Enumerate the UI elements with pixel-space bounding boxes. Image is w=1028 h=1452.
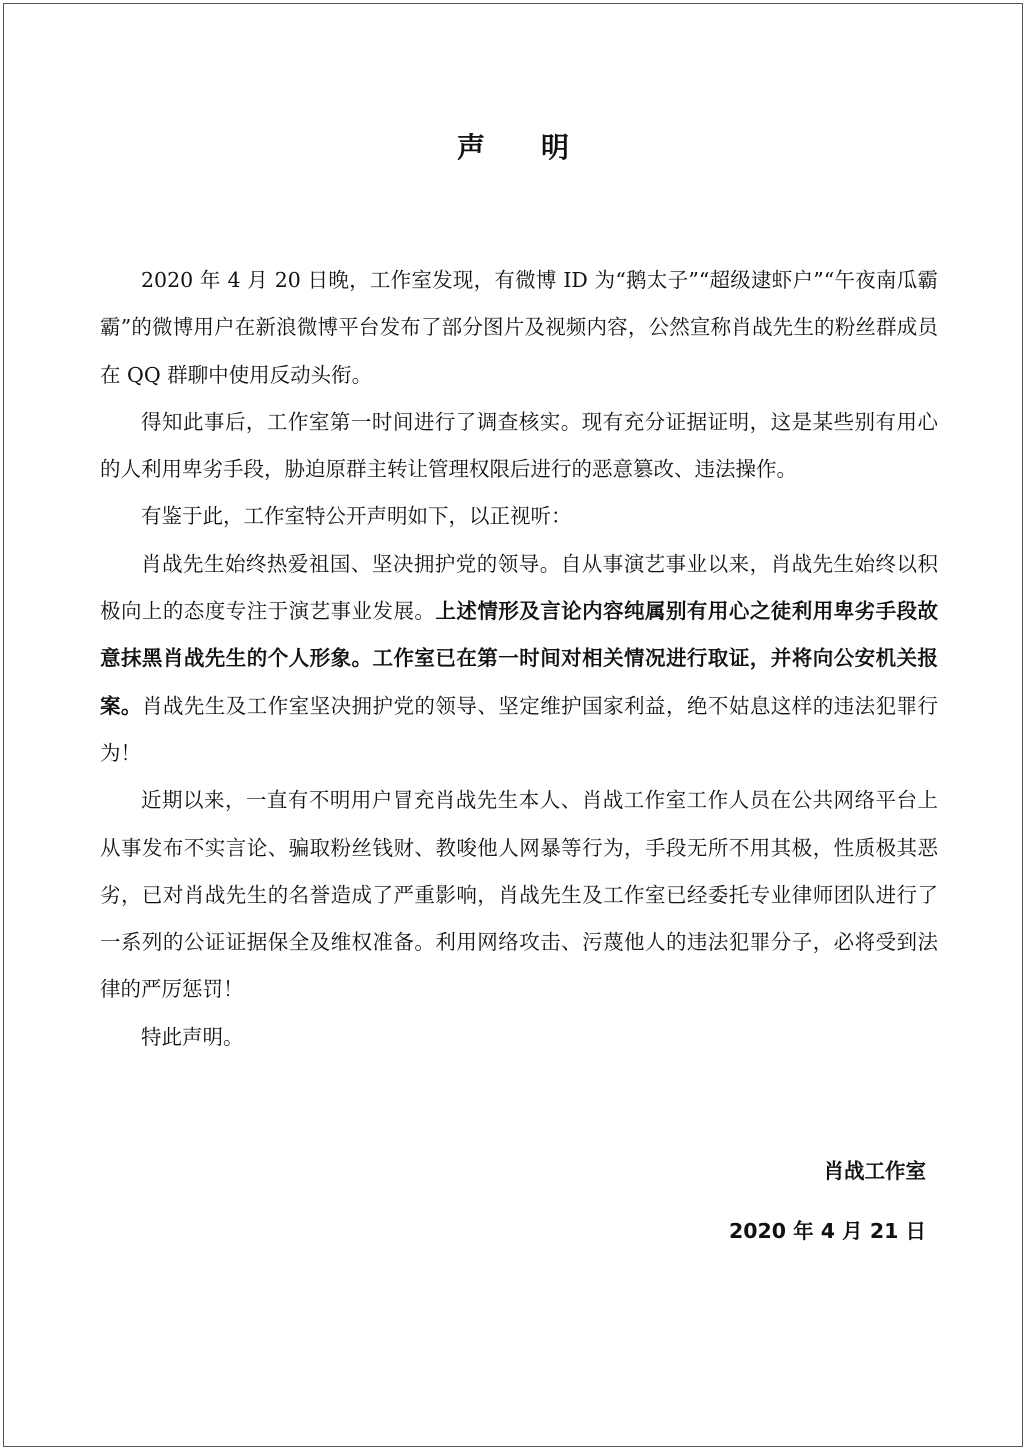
paragraph-incident: 2020 年 4 月 20 日晚，工作室发现，有微博 ID 为“鹅太子”“超级逮虾户”“午夜南瓜霸霸”的微博用户在新浪微博平台发布了部分图片及视频内容，公然宣称肖战先生的粉丝群成员在 QQ 群聊中使用反动头衔。 — [100, 268, 938, 387]
statement-page — [3, 3, 1023, 1447]
paragraph-closing: 特此声明。 — [141, 1024, 244, 1049]
paragraph-declaration-intro: 有鉴于此，工作室特公开声明如下，以正视听： — [141, 504, 572, 529]
statement-date: 2020 年 4 月 21 日 — [728, 1219, 926, 1243]
paragraph-position-part2: 肖战先生及工作室坚决拥护党的领导、坚定维护国家利益，绝不姑息这样的违法犯罪行为！ — [100, 693, 939, 765]
paragraph-position-bold: 上述情形及言论内容纯属别有用心之徒利用卑劣手段故意抹黑肖战先生的个人形象。工作室已在第一时间对相关情况进行取证，并将向公安机关报案。 — [100, 599, 939, 718]
paragraph-impersonation: 近期以来，一直有不明用户冒充肖战先生本人、肖战工作室工作人员在公共网络平台上从事发布不实言论、骗取粉丝钱财、教唆他人网暴等行为，手段无所不用其极，性质极其恶劣，已对肖战先生的名誉造成了严重影响，肖战先生及工作室已经委托专业律师团队进行了一系列的公证证据保全及维权准备。利用网络攻击、污蔑他人的违法犯罪分子，必将受到法律的严厉惩罚！ — [100, 788, 938, 1002]
statement-body — [100, 257, 938, 1061]
paragraph-position-part1: 肖战先生始终热爱祖国、坚决拥护党的领导。自从事演艺事业以来，肖战先生始终以积极向上的态度专注于演艺事业发展。 — [100, 551, 938, 624]
paragraph-position — [100, 541, 938, 777]
page-title: 声明 — [456, 131, 625, 164]
signature: 肖战工作室 — [823, 1159, 926, 1183]
paragraph-investigation: 得知此事后，工作室第一时间进行了调查核实。现有充分证据证明，这是某些别有用心的人利用卑劣手段，胁迫原群主转让管理权限后进行的恶意篡改、违法操作。 — [100, 409, 938, 482]
